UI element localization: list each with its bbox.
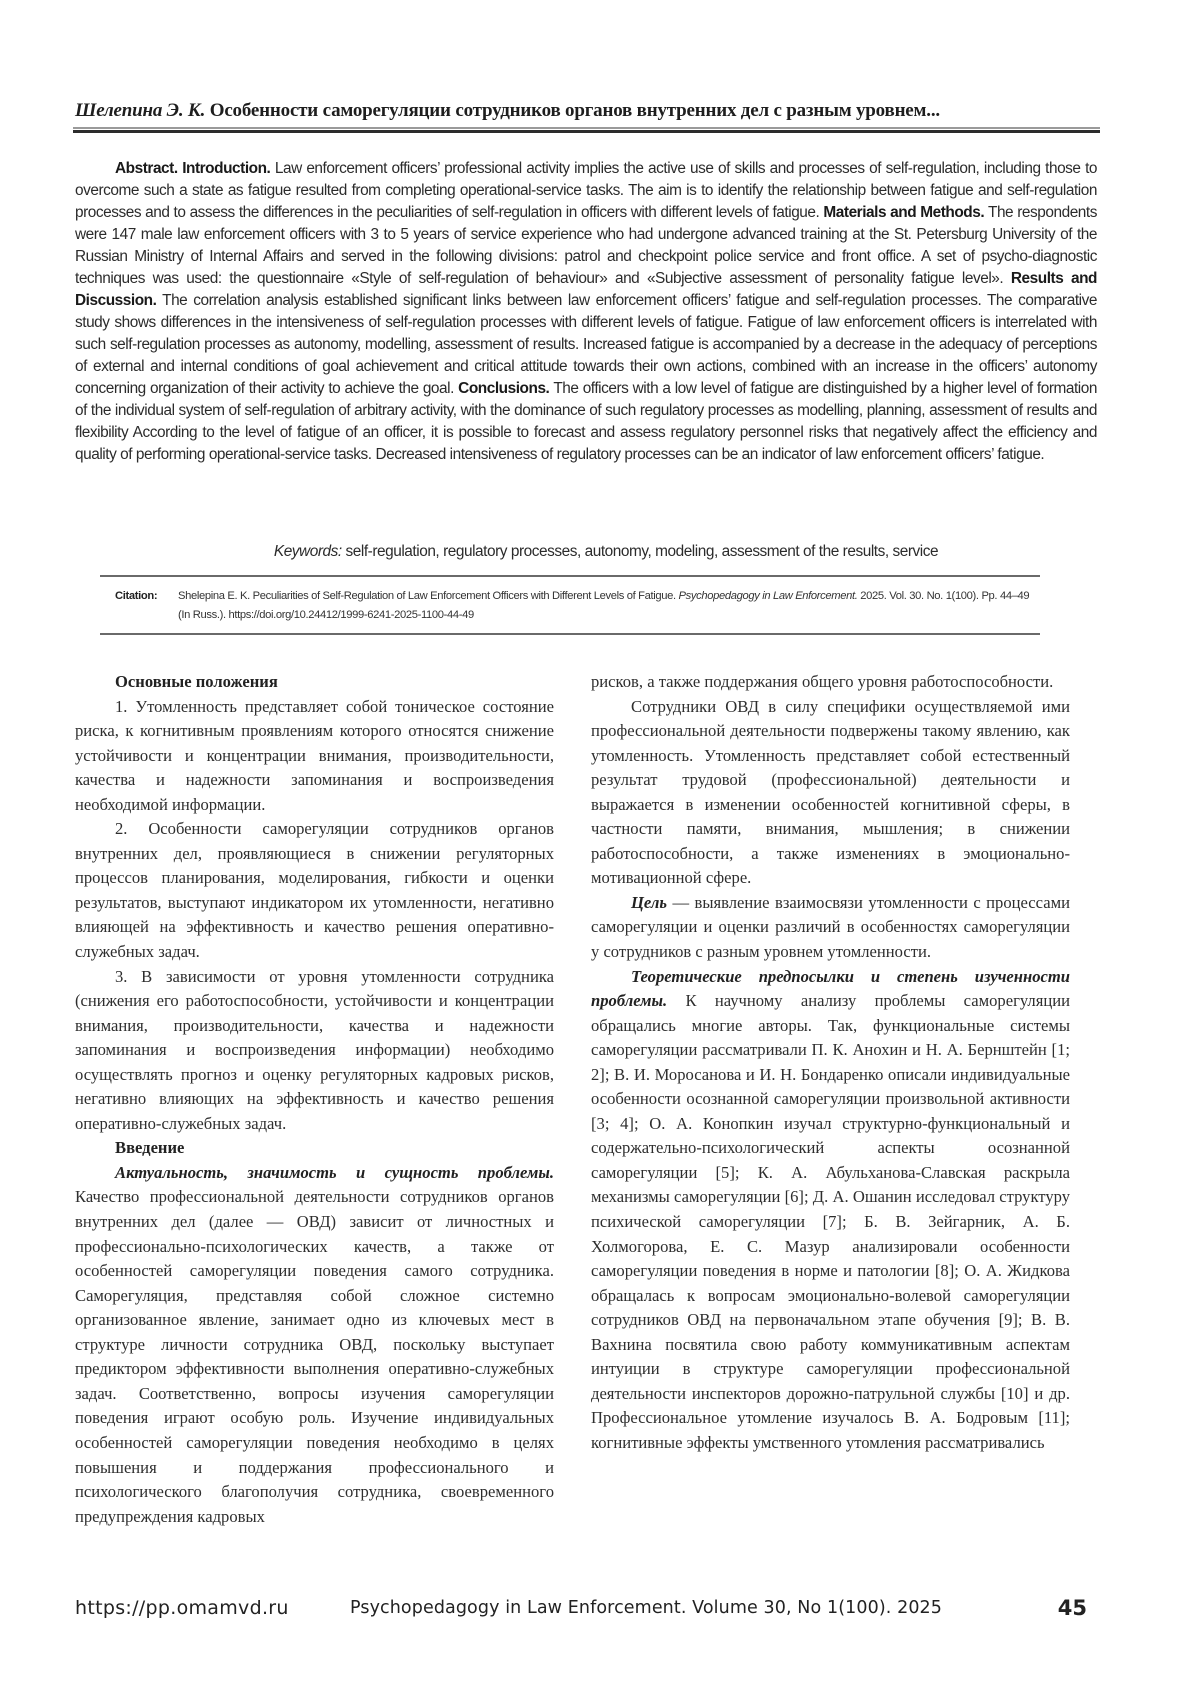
keywords-text: self-regulation, regulatory processes, autonomy, modeling, assessment of the results, service xyxy=(341,543,939,560)
theory-paragraph xyxy=(591,965,1070,1456)
main-point-3: 3. В зависимости от уровня утомленности сотрудника (снижения его работоспособности, устойчивости и концентрации внимания, производительности, качества и надежности запоминания и воспроизведения информации) необходимо осуществлять прогноз и оценку регуляторных кадровых рисков, негативно влияющих на эффективность и качество решения оперативно-служебных задач. xyxy=(75,966,554,1133)
keywords xyxy=(75,543,1097,561)
abstract-results-label: Results and Discussion. xyxy=(75,270,1097,309)
theory-lead: Теоретические предпосылки и степень изученности проблемы. xyxy=(591,966,1070,1011)
abstract-intro-text: Law enforcement officers’ professional activity implies the active use of skills and processes of self-regulation, including those to overcome such a state as fatigue resulted from completing operational-service tasks. The aim is to identify the relationship between fatigue and self-regulation processes and to assess the differences in the peculiarities of self-regulation in officers with different levels of fatigue. xyxy=(75,160,1097,221)
relevance-lead: Актуальность, значимость и сущность проблемы. xyxy=(115,1162,554,1182)
citation-text-before: Shelepina E. K. Peculiarities of Self-Regulation of Law Enforcement Officers with Different Levels of Fatigue. xyxy=(178,590,679,602)
running-head xyxy=(75,100,1100,122)
abstract-methods-text: The respondents were 147 male law enforcement officers with 3 to 5 years of service experience who had undergone advanced training at the St. Petersburg University of the Russian Ministry of Internal Affairs and served in the following divisions: patrol and checkpoint police service and front office. A set of psycho-diagnostic techniques was used: the questionnaire «Style of self-regulation of behaviour» and «Subjective assessment of personality fatigue level». xyxy=(75,204,1097,287)
theory-text: К научному анализу проблемы саморегуляции обращались многие авторы. Так, функциональные системы саморегуляции рассматривали П. К. Анохин и Н. А. Бернштейн [1; 2]; В. И. Моросанова и И. Н. Бондаренко описали индивидуальные особенности осознанной саморегуляции произвольной активности [3; 4]; О. А. Конопкин изучал структурно-функциональный и содержательно-психологический аспекты осознанной саморегуляции [5]; К. А. Абульханова-Славская раскрыла механизмы саморегуляции [6]; Д. А. Ошанин исследовал структуру психической саморегуляции [7]; Б. В. Зейгарник, А. Б. Холмогорова, Е. С. Мазур анализировали особенности саморегуляции поведения в норме и патологии [8]; О. А. Жидкова обращалась к вопросам эмоционально-волевой саморегуляции сотрудников ОВД на первоначальном этапе обучения [9]; В. В. Вахнина посвятила свою работу коммуникативным аспектам интуиции в структуре саморегуляции профессиональной деятельности инспекторов дорожно-патрульной службы [10] и др. Профессиональное утомление изучалось В. А. Бодровым [11]; когнитивные эффекты умственного утомления рассматривались xyxy=(591,991,1070,1452)
relevance-paragraph xyxy=(75,1161,554,1529)
citation-journal: Psychopedagogy in Law Enforcement. xyxy=(678,590,858,602)
keywords-label: Keywords: xyxy=(273,543,342,560)
abstract-conclusions-text: The officers with a low level of fatigue are distinguished by a higher level of formation of the individual system of self-regulation of arbitrary activity, with the dominance of such regulatory processes as modelling, planning, assessment of results and flexibility According to the level of fatigue of an officer, it is possible to forecast and assess regulatory personnel risks that negatively affect the efficiency and quality of performing operational-service tasks. Decreased intensiveness of regulatory processes can be an indicator of law enforcement officers’ fatigue. xyxy=(75,380,1097,463)
right-column xyxy=(591,670,1070,1456)
officers-paragraph: Сотрудники ОВД в силу специфики осуществляемой ими профессиональной деятельности подвержены такому явлению, как утомленность. Утомленность представляет собой естественный результат трудовой (профессиональной) деятельности и выражается в изменении особенностей когнитивной сферы, в частности памяти, внимания, мышления; в снижении работоспособности, а также изменениях в эмоционально-мотивационной сфере. xyxy=(591,696,1070,888)
main-point-1: 1. Утомленность представляет собой тоническое состояние риска, к когнитивным проявлениям которого относятся снижение устойчивости и концентрации внимания, производительности, качества и надежности запоминания и воспроизведения необходимой информации. xyxy=(75,696,554,814)
citation-box xyxy=(100,575,1040,635)
aim-paragraph xyxy=(591,891,1070,965)
page-footer xyxy=(75,1597,1100,1627)
heading-introduction: Введение xyxy=(115,1138,185,1158)
abstract-methods-label: Materials and Methods. xyxy=(823,204,985,221)
continuation-paragraph: рисков, а также поддержания общего уровня работоспособности. xyxy=(591,672,1054,691)
aim-text: — выявление взаимосвязи утомленности с процессами саморегуляции и оценки различий в особенностях саморегуляции у сотрудников с разным уровнем утомленности. xyxy=(591,892,1070,962)
abstract-results-text: The correlation analysis established significant links between law enforcement officers’ fatigue and self-regulation processes. The comparative study shows differences in the intensiveness of self-regulation processes with different levels of fatigue. Fatigue of law enforcement officers is interrelated with such self-regulation processes as autonomy, modelling, assessment of results. Increased fatigue is accompanied by a decrease in the adequacy of perceptions of external and internal conditions of goal achievement and critical attitude towards their own actions, combined with an increase in the officers’ autonomy concerning organization of their activity to achieve the goal. xyxy=(75,292,1097,397)
aim-lead: Цель xyxy=(631,892,667,912)
left-column xyxy=(75,670,554,1529)
citation-doi[interactable]: 2025. Vol. 30. No. 1(100). Pp. 44–49 (In Russ.). https://doi.org/10.24412/1999-6241-2025-1100-44-49 xyxy=(178,590,1030,621)
page-number: 45 xyxy=(1057,1596,1087,1620)
main-point-2: 2. Особенности саморегуляции сотрудников органов внутренних дел, проявляющиеся в снижении регуляторных процессов планирования, моделирования, гибкости и оценки результатов, выступают индикатором их утомленности, негативно влияющей на эффективность и качество решения оперативно-служебных задач. xyxy=(75,819,554,962)
running-head-author: Шелепина Э. К. xyxy=(75,100,206,121)
heading-main-points: Основные положения xyxy=(115,672,278,691)
abstract-intro-label: Abstract. Introduction. xyxy=(115,160,271,177)
footer-journal: Psychopedagogy in Law Enforcement. Volume 30, No 1(100). 2025 xyxy=(350,1598,943,1618)
abstract-conclusions-label: Conclusions. xyxy=(458,380,550,397)
abstract xyxy=(75,158,1097,466)
relevance-text: Качество профессиональной деятельности сотрудников органов внутренних дел (далее — ОВД) зависит от личностных и профессионально-психологических качеств, а также от особенностей саморегуляции поведения самого сотрудника. Саморегуляция, представляя собой сложное системно организованное явление, занимает одно из ключевых мест в структуре личности сотрудника ОВД, поскольку выступает предиктором эффективности выполнения оперативно-служебных задач. Соответственно, вопросы изучения саморегуляции поведения играют особую роль. Изучение индивидуальных особенностей саморегуляции поведения необходимо в целях повышения и поддержания профессионального и психологического благополучия сотрудника, своевременного предупреждения кадровых xyxy=(75,1187,554,1526)
citation-label: Citation: xyxy=(115,590,158,602)
header-double-rule xyxy=(73,127,1100,133)
citation-text xyxy=(178,587,1038,625)
footer-site-link[interactable]: https://pp.omamvd.ru xyxy=(75,1597,289,1619)
running-head-title: Особенности саморегуляции сотрудников органов внутренних дел с разным уровнем... xyxy=(209,100,940,121)
